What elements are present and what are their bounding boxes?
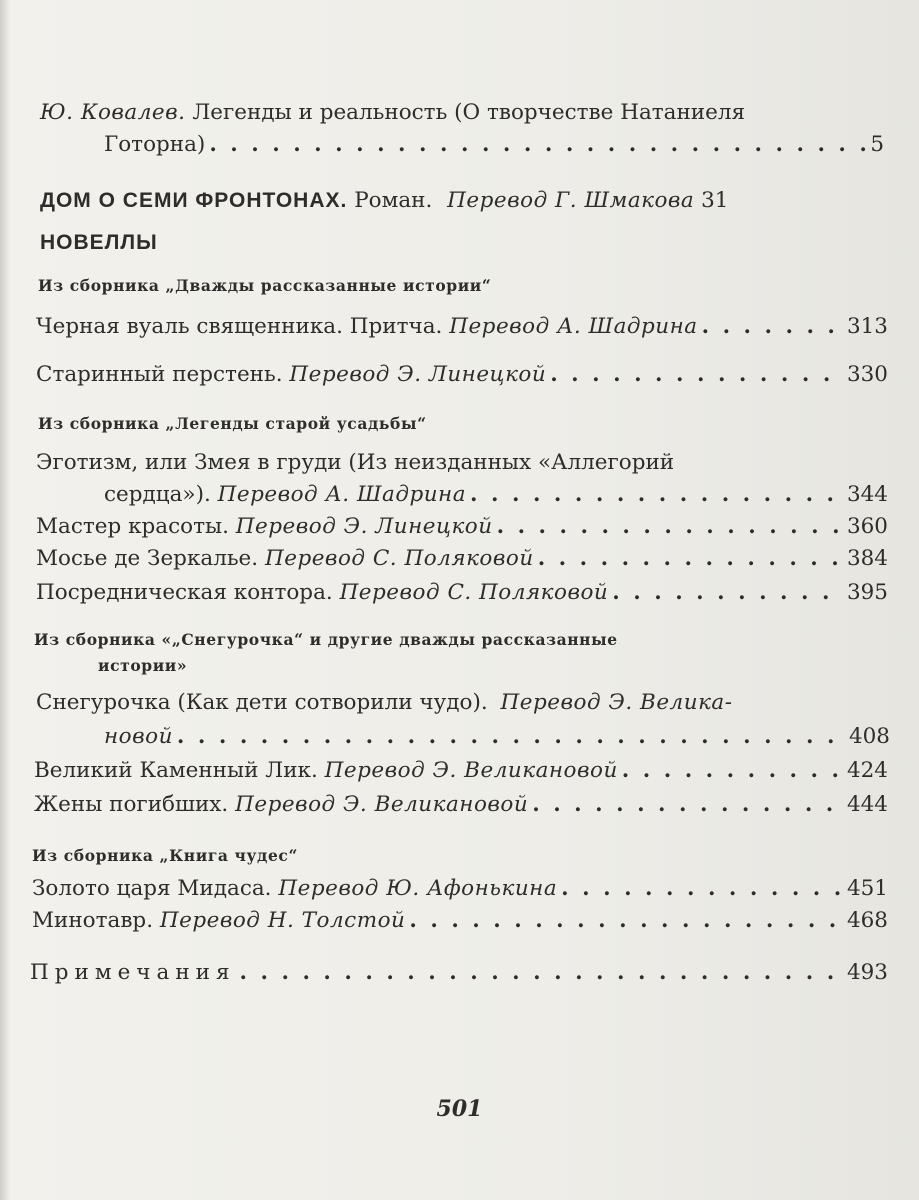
toc-translator: Перевод С. Поляковой [339, 580, 609, 605]
toc-page-number: 384 [846, 546, 888, 571]
toc-title: Эготизм, или Змея в груди (Из неизданных «Аллегорий [36, 450, 675, 475]
toc-entry-egotism-line2 [104, 480, 888, 510]
novel-heading: ДОМ О СЕМИ ФРОНТОНАХ. [40, 189, 348, 212]
dot-leader [409, 906, 843, 936]
toc-page-number: 330 [846, 362, 888, 387]
dot-leader [622, 756, 843, 786]
toc-title: Мастер красоты. [36, 514, 229, 539]
dot-leader [177, 722, 845, 752]
section-heading-snow-image-line2: истории» [98, 656, 188, 675]
section-heading-old-manse: Из сборника „Легенды старой усадьбы“ [38, 414, 427, 433]
dot-leader [561, 874, 843, 904]
toc-translator: Перевод Э. Линецкой [289, 362, 547, 387]
toc-entry-intro-line2 [104, 130, 884, 160]
toc-page-number: 451 [846, 876, 888, 901]
toc-translator: Перевод Э. Велика- [500, 690, 733, 715]
toc-entry-novel [40, 186, 890, 216]
toc-title: Снегурочка (Как дети сотворили чудо). [36, 690, 488, 715]
toc-title: Легенды и реальность (О творчестве Натаниеля [192, 100, 746, 125]
toc-entry-snow-image-line2 [104, 722, 890, 752]
toc-translator: Перевод Э. Великановой [324, 758, 618, 783]
toc-title: сердца»). [104, 482, 211, 507]
toc-title: Черная вуаль священника. Притча. [36, 314, 443, 339]
toc-translator: Перевод А. Шадрина [217, 482, 467, 507]
dot-leader [470, 480, 843, 510]
toc-entry-midas [32, 874, 888, 904]
toc-entry-artist-beautiful [36, 512, 888, 542]
dot-leader [532, 790, 843, 820]
toc-title: Посредническая контора. [36, 580, 333, 605]
section-heading-wonder-book: Из сборника „Книга чудес“ [32, 846, 298, 865]
toc-translator: Перевод А. Шадрина [449, 314, 698, 339]
dot-leader [702, 312, 843, 342]
toc-entry-egotism-line1 [36, 448, 888, 478]
toc-title: Мосье де Зеркалье. [36, 546, 259, 571]
toc-page-number: 344 [846, 482, 888, 507]
toc-title: Жены погибших. [34, 792, 229, 817]
toc-page-number: 493 [846, 960, 888, 985]
toc-page-number: 424 [846, 758, 888, 783]
toc-title: Примечания [30, 960, 236, 985]
toc-translator: Перевод Ю. Афонькина [278, 876, 558, 901]
toc-entry-intelligence-office [36, 578, 888, 608]
dot-leader [497, 512, 843, 542]
toc-title: Золото царя Мидаса. [32, 876, 272, 901]
dot-leader [538, 544, 843, 574]
toc-entry-intro-line1 [40, 98, 892, 128]
novellas-heading: НОВЕЛЛЫ [40, 231, 158, 254]
toc-genre: Роман. [354, 188, 433, 213]
toc-entry-black-veil [36, 312, 888, 342]
toc-page-number: 5 [870, 132, 884, 157]
toc-entry-minotaur [32, 906, 888, 936]
dot-leader [612, 578, 843, 608]
toc-title: Готорна) [104, 132, 206, 157]
toc-page-number: 444 [846, 792, 888, 817]
toc-title: Великий Каменный Лик. [34, 758, 318, 783]
dot-leader [550, 360, 843, 390]
toc-translator: Перевод Э. Линецкой [235, 514, 493, 539]
toc-entry-antique-ring [36, 360, 888, 390]
toc-entry-wives-of-dead [34, 790, 888, 820]
toc-page-number: 395 [846, 580, 888, 605]
toc-page-number: 313 [846, 314, 888, 339]
dot-leader [240, 958, 843, 988]
dot-leader [209, 130, 866, 160]
toc-translator: Перевод Г. Шмакова [447, 188, 695, 213]
page-folio-number: 501 [436, 1096, 483, 1122]
toc-page-number: 31 [701, 188, 729, 213]
toc-page-number: 408 [848, 724, 890, 749]
toc-translator: Перевод Н. Толстой [159, 908, 406, 933]
toc-translator: Перевод С. Поляковой [264, 546, 534, 571]
toc-translator: Перевод Э. Великановой [235, 792, 529, 817]
section-heading-twice-told: Из сборника „Дважды рассказанные истории“ [38, 276, 492, 295]
toc-entry-monsieur-miroir [36, 544, 888, 574]
toc-author: Ю. Ковалев. [40, 100, 186, 125]
toc-translator: новой [104, 724, 173, 749]
toc-entry-snow-image-line1 [36, 688, 888, 718]
toc-page-number: 468 [846, 908, 888, 933]
toc-entry-notes [30, 958, 888, 988]
toc-entry-great-stone-face [34, 756, 888, 786]
toc-title: Старинный перстень. [36, 362, 283, 387]
toc-page-number: 360 [846, 514, 888, 539]
section-heading-snow-image-line1: Из сборника «„Снегурочка“ и другие дважды рассказанные [34, 630, 618, 649]
page-gutter-shadow [0, 0, 10, 1200]
toc-title: Минотавр. [32, 908, 154, 933]
